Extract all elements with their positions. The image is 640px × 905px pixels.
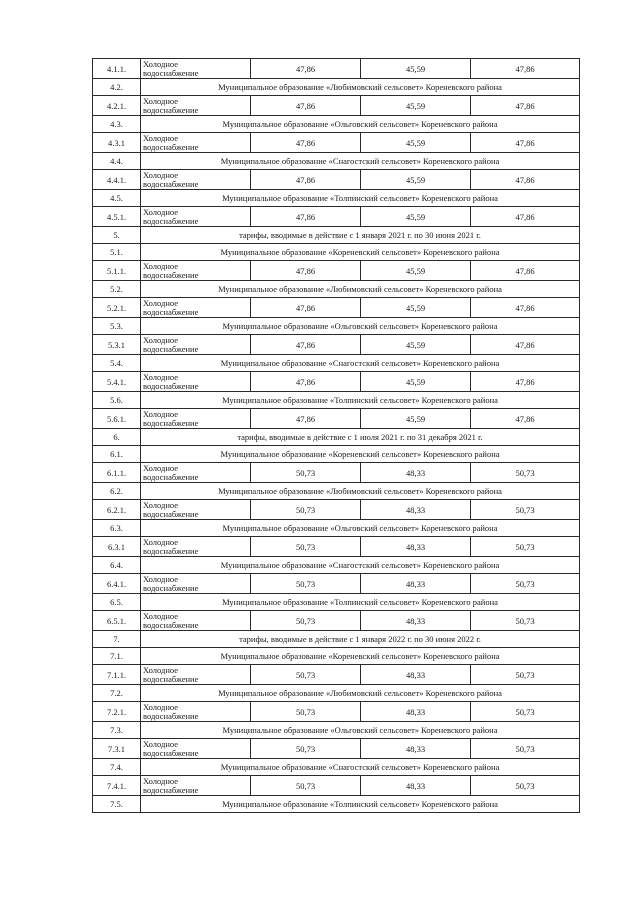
service-name-line1: Холодное: [143, 371, 178, 382]
tariff-row: [93, 96, 580, 116]
tariff-value: 45,59: [361, 170, 471, 190]
section-title: Муниципальное образование «Толпинский сельсовет» Кореневского района: [141, 392, 580, 409]
row-number: 6.2.: [93, 483, 141, 500]
service-name: [141, 537, 251, 557]
tariff-value: 50,73: [251, 611, 361, 631]
tariff-value: 47,86: [471, 59, 580, 79]
row-number: 4.4.: [93, 153, 141, 170]
row-number: 6.3.1: [93, 537, 141, 557]
section-header-row: [93, 153, 580, 170]
row-number: 4.3.1: [93, 133, 141, 153]
section-title: Муниципальное образование «Любимовский сельсовет» Кореневского района: [141, 79, 580, 96]
section-title: Муниципальное образование «Кореневский сельсовет» Кореневского района: [141, 446, 580, 463]
service-name-line2: водоснабжение: [143, 673, 199, 684]
tariff-value: 50,73: [251, 537, 361, 557]
service-name-line1: Холодное: [143, 169, 178, 180]
section-title: Муниципальное образование «Толпинский сельсовет» Кореневского района: [141, 594, 580, 611]
tariff-value: 48,33: [361, 500, 471, 520]
row-number: 7.1.1.: [93, 665, 141, 685]
tariff-value: 47,86: [471, 170, 580, 190]
row-number: 5.4.: [93, 355, 141, 372]
tariff-value: 45,59: [361, 261, 471, 281]
service-name: [141, 298, 251, 318]
service-name-line2: водоснабжение: [143, 343, 199, 354]
service-name: [141, 261, 251, 281]
service-name-line1: Холодное: [143, 462, 178, 473]
tariff-value: 47,86: [471, 372, 580, 392]
row-number: 6.2.1.: [93, 500, 141, 520]
tariff-value: 50,73: [251, 463, 361, 483]
service-name-line1: Холодное: [143, 95, 178, 106]
tariff-value: 47,86: [251, 372, 361, 392]
row-number: 6.5.1.: [93, 611, 141, 631]
service-name: [141, 96, 251, 116]
row-number: 7.4.: [93, 759, 141, 776]
service-name: [141, 170, 251, 190]
section-header-row: [93, 116, 580, 133]
section-header-row: [93, 483, 580, 500]
tariff-value: 47,86: [251, 298, 361, 318]
service-name-line1: Холодное: [143, 260, 178, 271]
tariff-row: [93, 170, 580, 190]
section-title: тарифы, вводимые в действие с 1 января 2022 г. по 30 июня 2022 г.: [141, 631, 580, 648]
tariff-value: 48,33: [361, 463, 471, 483]
tariff-value: 50,73: [471, 500, 580, 520]
row-number: 7.: [93, 631, 141, 648]
section-title: Муниципальное образование «Ольговский сельсовет» Кореневского района: [141, 116, 580, 133]
row-number: 5.4.1.: [93, 372, 141, 392]
tariff-table: [92, 58, 580, 813]
row-number: 5.1.1.: [93, 261, 141, 281]
section-title: Муниципальное образование «Кореневский сельсовет» Кореневского района: [141, 244, 580, 261]
tariff-row: [93, 665, 580, 685]
service-name-line2: водоснабжение: [143, 545, 199, 556]
row-number: 4.2.1.: [93, 96, 141, 116]
service-name-line2: водоснабжение: [143, 178, 199, 189]
tariff-row: [93, 298, 580, 318]
service-name: [141, 335, 251, 355]
service-name-line2: водоснабжение: [143, 380, 199, 391]
row-number: 5.: [93, 227, 141, 244]
service-name-line1: Холодное: [143, 334, 178, 345]
tariff-row: [93, 261, 580, 281]
section-header-row: [93, 759, 580, 776]
section-header-row: [93, 244, 580, 261]
row-number: 6.1.1.: [93, 463, 141, 483]
section-header-row: [93, 685, 580, 702]
tariff-value: 47,86: [251, 207, 361, 227]
section-title: Муниципальное образование «Снагостский сельсовет» Кореневского района: [141, 557, 580, 574]
section-title: тарифы, вводимые в действие с 1 января 2021 г. по 30 июня 2021 г.: [141, 227, 580, 244]
section-title: Муниципальное образование «Ольговский сельсовет» Кореневского района: [141, 318, 580, 335]
tariff-value: 50,73: [251, 739, 361, 759]
tariff-value: 48,33: [361, 537, 471, 557]
row-number: 7.3.: [93, 722, 141, 739]
tariff-row: [93, 739, 580, 759]
tariff-value: 50,73: [251, 776, 361, 796]
tariff-value: 48,33: [361, 665, 471, 685]
section-header-row: [93, 392, 580, 409]
service-name-line2: водоснабжение: [143, 747, 199, 758]
section-header-row: [93, 227, 580, 244]
section-title: Муниципальное образование «Кореневский сельсовет» Кореневского района: [141, 648, 580, 665]
section-header-row: [93, 79, 580, 96]
row-number: 5.2.1.: [93, 298, 141, 318]
tariff-value: 50,73: [471, 537, 580, 557]
section-header-row: [93, 594, 580, 611]
row-number: 7.4.1.: [93, 776, 141, 796]
section-header-row: [93, 281, 580, 298]
tariff-row: [93, 59, 580, 79]
tariff-value: 50,73: [471, 611, 580, 631]
section-title: Муниципальное образование «Любимовский сельсовет» Кореневского района: [141, 483, 580, 500]
tariff-value: 47,86: [471, 96, 580, 116]
row-number: 5.3.1: [93, 335, 141, 355]
section-title: Муниципальное образование «Толпинский сельсовет» Кореневского района: [141, 190, 580, 207]
tariff-value: 48,33: [361, 776, 471, 796]
row-number: 6.4.1.: [93, 574, 141, 594]
service-name: [141, 409, 251, 429]
tariff-row: [93, 702, 580, 722]
section-title: Муниципальное образование «Толпинский сельсовет» Кореневского района: [141, 796, 580, 813]
tariff-value: 50,73: [251, 500, 361, 520]
tariff-value: 47,86: [251, 96, 361, 116]
tariff-value: 50,73: [251, 702, 361, 722]
row-number: 5.1.: [93, 244, 141, 261]
tariff-value: 48,33: [361, 611, 471, 631]
tariff-value: 47,86: [471, 409, 580, 429]
service-name-line1: Холодное: [143, 610, 178, 621]
service-name: [141, 776, 251, 796]
tariff-value: 45,59: [361, 59, 471, 79]
service-name-line2: водоснабжение: [143, 508, 199, 519]
service-name-line2: водоснабжение: [143, 215, 199, 226]
tariff-value: 45,59: [361, 133, 471, 153]
tariff-value: 48,33: [361, 574, 471, 594]
service-name-line2: водоснабжение: [143, 417, 199, 428]
section-title: Муниципальное образование «Ольговский сельсовет» Кореневского района: [141, 722, 580, 739]
tariff-row: [93, 463, 580, 483]
service-name-line1: Холодное: [143, 738, 178, 749]
service-name-line2: водоснабжение: [143, 269, 199, 280]
service-name: [141, 59, 251, 79]
service-name: [141, 739, 251, 759]
service-name-line2: водоснабжение: [143, 619, 199, 630]
row-number: 5.2.: [93, 281, 141, 298]
service-name-line2: водоснабжение: [143, 306, 199, 317]
tariff-row: [93, 537, 580, 557]
row-number: 7.3.1: [93, 739, 141, 759]
section-header-row: [93, 631, 580, 648]
row-number: 7.1.: [93, 648, 141, 665]
tariff-value: 47,86: [251, 335, 361, 355]
tariff-value: 47,86: [471, 335, 580, 355]
tariff-value: 45,59: [361, 298, 471, 318]
tariff-value: 50,73: [471, 665, 580, 685]
service-name-line2: водоснабжение: [143, 104, 199, 115]
tariff-value: 50,73: [471, 702, 580, 722]
service-name: [141, 665, 251, 685]
row-number: 7.5.: [93, 796, 141, 813]
tariff-row: [93, 409, 580, 429]
row-number: 6.4.: [93, 557, 141, 574]
service-name: [141, 500, 251, 520]
section-header-row: [93, 796, 580, 813]
service-name-line1: Холодное: [143, 573, 178, 584]
service-name: [141, 702, 251, 722]
service-name-line1: Холодное: [143, 701, 178, 712]
tariff-value: 47,86: [251, 133, 361, 153]
row-number: 4.4.1.: [93, 170, 141, 190]
section-header-row: [93, 429, 580, 446]
row-number: 5.6.1.: [93, 409, 141, 429]
tariff-value: 47,86: [251, 59, 361, 79]
service-name-line1: Холодное: [143, 775, 178, 786]
service-name-line2: водоснабжение: [143, 710, 199, 721]
row-number: 6.5.: [93, 594, 141, 611]
section-header-row: [93, 190, 580, 207]
tariff-row: [93, 335, 580, 355]
tariff-value: 48,33: [361, 739, 471, 759]
row-number: 4.5.: [93, 190, 141, 207]
row-number: 4.3.: [93, 116, 141, 133]
service-name-line1: Холодное: [143, 58, 178, 69]
service-name: [141, 463, 251, 483]
tariff-row: [93, 776, 580, 796]
section-title: Муниципальное образование «Снагостский сельсовет» Кореневского района: [141, 153, 580, 170]
tariff-row: [93, 500, 580, 520]
section-title: Муниципальное образование «Снагостский сельсовет» Кореневского района: [141, 355, 580, 372]
section-header-row: [93, 648, 580, 665]
row-number: 6.1.: [93, 446, 141, 463]
service-name: [141, 574, 251, 594]
tariff-value: 50,73: [251, 665, 361, 685]
row-number: 6.: [93, 429, 141, 446]
tariff-value: 47,86: [471, 261, 580, 281]
service-name-line1: Холодное: [143, 132, 178, 143]
tariff-value: 50,73: [251, 574, 361, 594]
section-title: Муниципальное образование «Любимовский сельсовет» Кореневского района: [141, 281, 580, 298]
tariff-value: 45,59: [361, 372, 471, 392]
tariff-value: 45,59: [361, 409, 471, 429]
section-header-row: [93, 722, 580, 739]
tariff-row: [93, 372, 580, 392]
section-header-row: [93, 318, 580, 335]
service-name: [141, 611, 251, 631]
service-name: [141, 133, 251, 153]
tariff-value: 47,86: [471, 207, 580, 227]
tariff-value: 48,33: [361, 702, 471, 722]
tariff-value: 45,59: [361, 96, 471, 116]
section-header-row: [93, 520, 580, 537]
service-name-line1: Холодное: [143, 206, 178, 217]
service-name: [141, 207, 251, 227]
section-header-row: [93, 557, 580, 574]
service-name-line2: водоснабжение: [143, 141, 199, 152]
row-number: 7.2.: [93, 685, 141, 702]
section-header-row: [93, 355, 580, 372]
row-number: 5.3.: [93, 318, 141, 335]
row-number: 4.5.1.: [93, 207, 141, 227]
tariff-value: 47,86: [251, 261, 361, 281]
service-name-line1: Холодное: [143, 408, 178, 419]
tariff-row: [93, 207, 580, 227]
tariff-value: 47,86: [251, 409, 361, 429]
tariff-value: 50,73: [471, 574, 580, 594]
tariff-row: [93, 574, 580, 594]
section-title: Муниципальное образование «Снагостский сельсовет» Кореневского района: [141, 759, 580, 776]
tariff-row: [93, 133, 580, 153]
service-name-line2: водоснабжение: [143, 67, 199, 78]
row-number: 4.1.1.: [93, 59, 141, 79]
tariff-value: 50,73: [471, 776, 580, 796]
service-name-line1: Холодное: [143, 664, 178, 675]
tariff-value: 50,73: [471, 463, 580, 483]
row-number: 7.2.1.: [93, 702, 141, 722]
tariff-value: 47,86: [471, 298, 580, 318]
section-title: Муниципальное образование «Ольговский сельсовет» Кореневского района: [141, 520, 580, 537]
tariff-value: 47,86: [251, 170, 361, 190]
tariff-value: 47,86: [471, 133, 580, 153]
service-name: [141, 372, 251, 392]
section-title: Муниципальное образование «Любимовский сельсовет» Кореневского района: [141, 685, 580, 702]
row-number: 5.6.: [93, 392, 141, 409]
tariff-table-body: [93, 59, 580, 813]
section-title: тарифы, вводимые в действие с 1 июля 2021 г. по 31 декабря 2021 г.: [141, 429, 580, 446]
tariff-value: 50,73: [471, 739, 580, 759]
section-header-row: [93, 446, 580, 463]
tariff-row: [93, 611, 580, 631]
tariff-value: 45,59: [361, 207, 471, 227]
service-name-line1: Холодное: [143, 297, 178, 308]
tariff-value: 45,59: [361, 335, 471, 355]
row-number: 4.2.: [93, 79, 141, 96]
service-name-line2: водоснабжение: [143, 582, 199, 593]
service-name-line1: Холодное: [143, 536, 178, 547]
service-name-line2: водоснабжение: [143, 471, 199, 482]
service-name-line2: водоснабжение: [143, 784, 199, 795]
service-name-line1: Холодное: [143, 499, 178, 510]
row-number: 6.3.: [93, 520, 141, 537]
